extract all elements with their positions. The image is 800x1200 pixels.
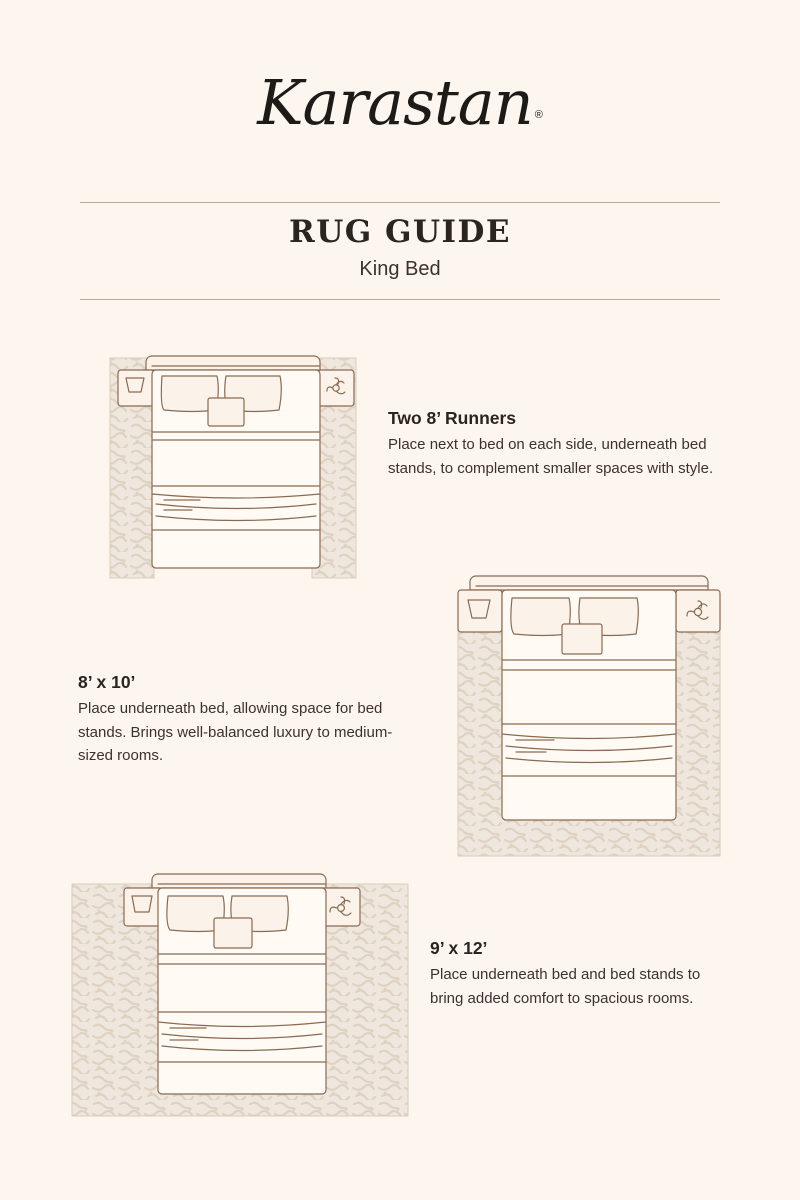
brand-name: Karastan (257, 66, 533, 139)
caption-heading: 9’ x 12’ (430, 938, 488, 958)
king-bed-with-two-runners-diagram (104, 344, 394, 594)
page-subtitle: King Bed (359, 258, 441, 280)
divider-bottom (80, 299, 720, 300)
brand-logo (0, 66, 800, 139)
king-bed-on-8x10-rug-diagram (452, 566, 726, 864)
caption-body: Place underneath bed, allowing space for bed stands. Brings well-balanced luxury to medium-sized rooms. (78, 700, 393, 765)
caption-body: Place underneath bed and bed stands to bring added comfort to spacious rooms. (430, 966, 701, 1007)
caption-heading: 8’ x 10’ (78, 672, 136, 692)
caption-body: Place next to bed on each side, underneath bed stands, to complement smaller spaces with style. (388, 436, 714, 477)
king-bed-on-9x12-rug-diagram (66, 866, 414, 1122)
page-title-block (0, 214, 800, 281)
caption-9-by-12 (430, 938, 730, 1010)
caption-two-8-runners (388, 408, 718, 480)
page-title: RUG GUIDE (288, 214, 512, 250)
divider-top (80, 202, 720, 203)
caption-heading: Two 8’ Runners (388, 408, 517, 428)
registered-trademark-icon: ® (534, 108, 543, 121)
caption-8-by-10 (78, 672, 408, 768)
